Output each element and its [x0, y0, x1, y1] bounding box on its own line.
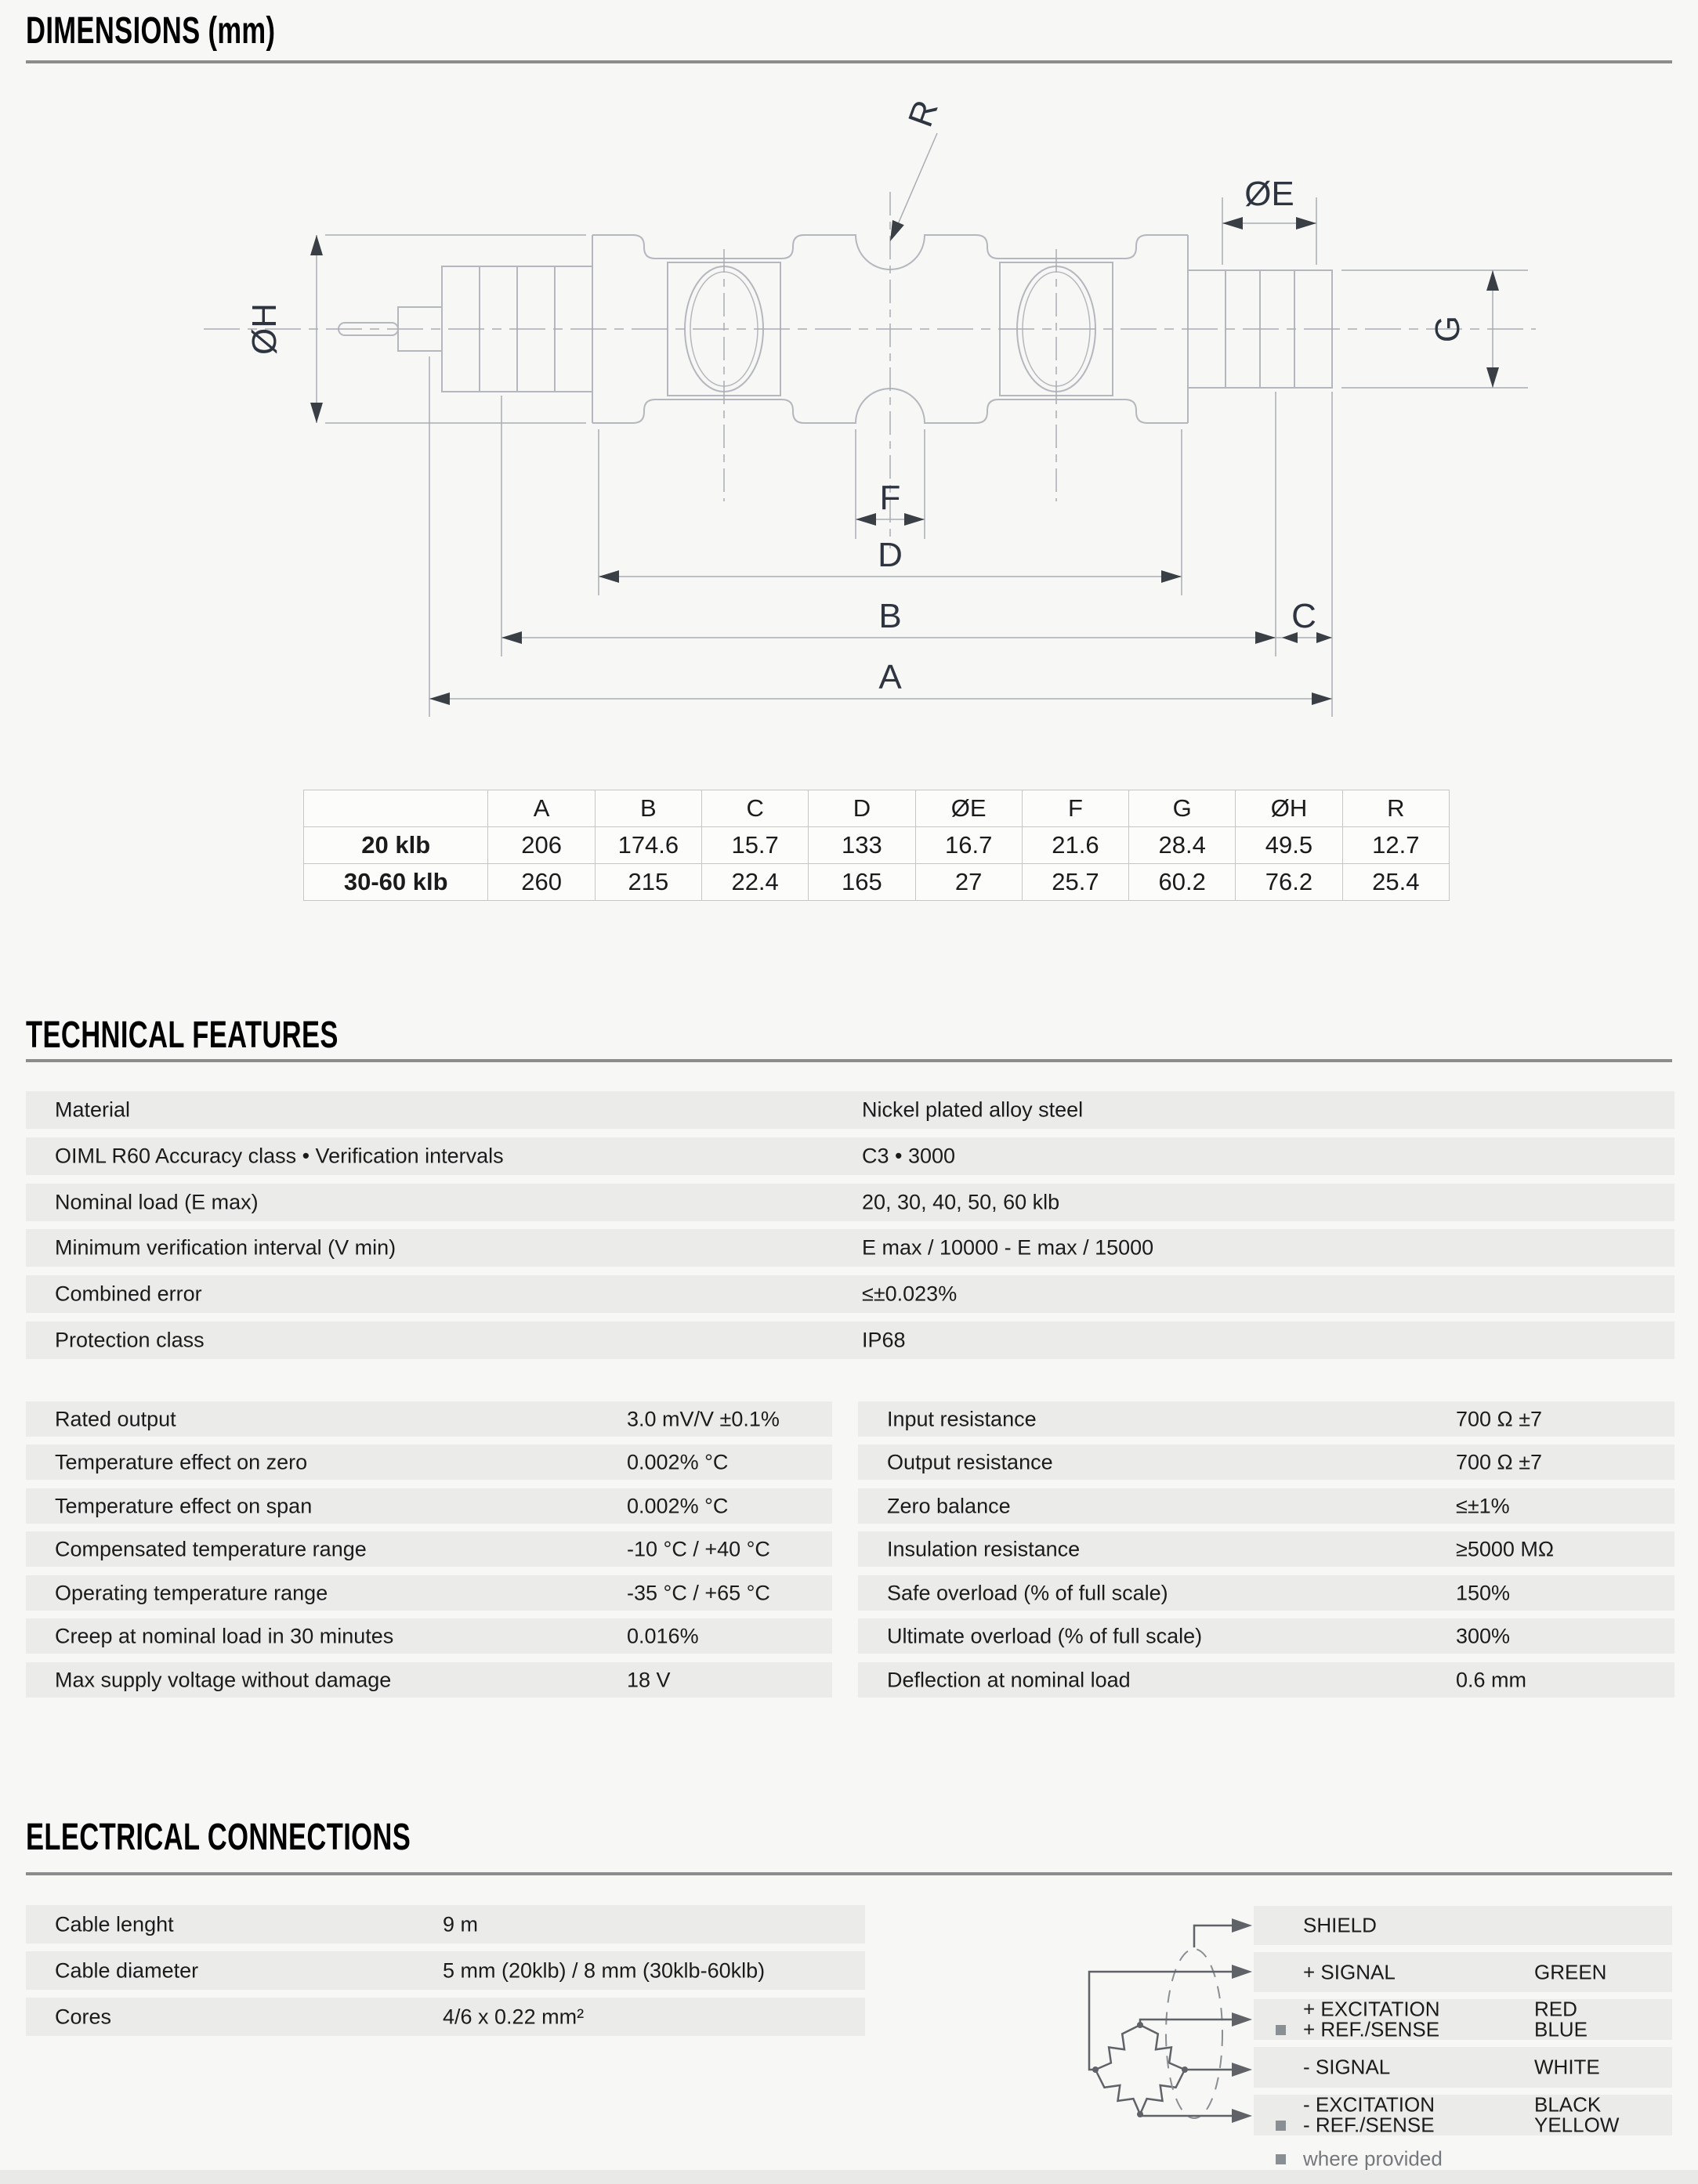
spec-label: Max supply voltage without damage: [55, 1668, 392, 1691]
spec-value: -35 °C / +65 °C: [627, 1581, 770, 1604]
spec-value: ≤±1%: [1456, 1494, 1510, 1517]
spec-row-zero-balance: [858, 1488, 1674, 1524]
spec-label: Safe overload (% of full scale): [887, 1581, 1168, 1604]
section-title-electrical-connections: ELECTRICAL CONNECTIONS: [26, 1817, 411, 1858]
spec-row-combined-error: [26, 1275, 1674, 1313]
dimensions-table: [303, 790, 1450, 901]
dim-cell: 16.7: [915, 827, 1022, 864]
spec-label: Cable diameter: [55, 1958, 199, 1982]
spec-label: Material: [55, 1097, 131, 1122]
technical-rule: [26, 1059, 1672, 1062]
dimension-arrowheads: [310, 217, 1499, 705]
dim-table-row-30-60klb: [304, 864, 1450, 901]
spec-row-temp-span: [26, 1488, 832, 1524]
dim-label-B: B: [878, 597, 902, 635]
spec-value: 150%: [1456, 1581, 1511, 1604]
dim-cell: 260: [488, 864, 595, 901]
bridge-resistors: [1095, 2025, 1185, 2114]
spec-row-input-resistance: [858, 1401, 1674, 1437]
spec-label: Minimum verification interval (V min): [55, 1235, 396, 1260]
spec-label: Ultimate overload (% of full scale): [887, 1624, 1203, 1647]
wire-function: - REF./SENSE: [1303, 2113, 1435, 2137]
wheatstone-bridge-diagram: [1073, 1896, 1262, 2154]
spec-value: 700 Ω ±7: [1456, 1450, 1543, 1473]
page-bottom-strip: [0, 2170, 1698, 2184]
dim-header-cell: D: [809, 790, 915, 827]
spec-label: Temperature effect on zero: [55, 1450, 308, 1473]
dim-cell: 12.7: [1342, 827, 1449, 864]
spec-row-insulation-resistance: [858, 1531, 1674, 1567]
dim-label-R: R: [900, 95, 946, 132]
wiring-row-plus-signal: [1254, 1952, 1672, 1992]
dim-header-cell: R: [1342, 790, 1449, 827]
spec-value: 9 m: [443, 1912, 479, 1936]
dim-header-cell: [304, 790, 488, 827]
dim-label-F: F: [879, 479, 901, 517]
wire-color: WHITE: [1534, 2055, 1600, 2079]
spec-value: 300%: [1456, 1624, 1511, 1647]
dim-cell: 27: [915, 864, 1022, 901]
spec-row-nominal-load: [26, 1184, 1674, 1221]
wire-function: + EXCITATION: [1303, 1997, 1440, 2021]
spec-label: Deflection at nominal load: [887, 1668, 1131, 1691]
dim-header-cell: B: [595, 790, 701, 827]
dim-label-G: G: [1428, 315, 1467, 343]
spec-value: 3.0 mV/V ±0.1%: [627, 1407, 780, 1430]
dim-header-cell: ØE: [915, 790, 1022, 827]
wire-function: - SIGNAL: [1303, 2055, 1391, 2079]
spec-label: Cores: [55, 2005, 112, 2028]
wire-function: + SIGNAL: [1303, 1960, 1396, 1983]
spec-value: Nickel plated alloy steel: [862, 1097, 1084, 1122]
dim-table-row-20klb: [304, 827, 1450, 864]
dim-cell: 76.2: [1236, 864, 1342, 901]
dimension-lines: [204, 133, 1536, 717]
spec-value: ≤±0.023%: [862, 1282, 958, 1306]
dim-label-diam-H: ØH: [245, 303, 284, 355]
electrical-rule: [26, 1872, 1672, 1875]
spec-row-output-resistance: [858, 1445, 1674, 1480]
dim-cell: 174.6: [595, 827, 701, 864]
cable-sheath-ellipse: [1166, 1949, 1222, 2118]
dim-row-label: 30-60 klb: [304, 864, 488, 901]
spec-row-ultimate-overload: [858, 1618, 1674, 1654]
spec-label: Output resistance: [887, 1450, 1053, 1473]
spec-row-accuracy-class: [26, 1137, 1674, 1175]
wire-color: RED: [1534, 1997, 1577, 2021]
dim-cell: 215: [595, 864, 701, 901]
spec-row-material: [26, 1091, 1674, 1129]
wiring-row-plus-excitation: [1254, 1999, 1672, 2040]
dim-label-C: C: [1291, 597, 1316, 635]
spec-value: E max / 10000 - E max / 15000: [862, 1235, 1154, 1260]
spec-label: OIML R60 Accuracy class • Verification intervals: [55, 1144, 504, 1168]
spec-label: Creep at nominal load in 30 minutes: [55, 1624, 394, 1647]
dim-header-cell: F: [1022, 790, 1128, 827]
spec-label: Combined error: [55, 1282, 202, 1306]
spec-label: Rated output: [55, 1407, 176, 1430]
where-provided-bullet: [1276, 2121, 1286, 2131]
spec-label: Insulation resistance: [887, 1537, 1081, 1560]
spec-value: 20, 30, 40, 50, 60 klb: [862, 1190, 1060, 1214]
dim-cell: 22.4: [702, 864, 809, 901]
spec-label: Zero balance: [887, 1494, 1011, 1517]
wire-color: GREEN: [1534, 1960, 1607, 1983]
dim-cell: 25.4: [1342, 864, 1449, 901]
dim-header-cell: ØH: [1236, 790, 1342, 827]
dim-header-cell: A: [488, 790, 595, 827]
spec-value: -10 °C / +40 °C: [627, 1537, 770, 1560]
spec-value: 18 V: [627, 1668, 671, 1691]
dim-cell: 28.4: [1129, 827, 1236, 864]
wire-color: YELLOW: [1534, 2113, 1620, 2137]
spec-label: Operating temperature range: [55, 1581, 328, 1604]
dim-cell: 49.5: [1236, 827, 1342, 864]
wire-color: BLACK: [1534, 2092, 1602, 2117]
spec-row-cores: [26, 1998, 865, 2036]
dim-label-A: A: [878, 658, 902, 696]
spec-row-safe-overload: [858, 1575, 1674, 1611]
spec-row-operating-range: [26, 1575, 832, 1611]
spec-value: 4/6 x 0.22 mm²: [443, 2005, 585, 2028]
spec-label: Cable lenght: [55, 1912, 174, 1936]
wiring-row-shield: [1254, 1906, 1672, 1945]
dim-header-cell: G: [1129, 790, 1236, 827]
dim-label-D: D: [878, 536, 903, 574]
spec-value: 0.6 mm: [1456, 1668, 1527, 1691]
spec-row-rated-output: [26, 1401, 832, 1437]
spec-label: Nominal load (E max): [55, 1190, 259, 1214]
wire-function: - EXCITATION: [1303, 2092, 1436, 2117]
load-cell-technical-drawing: [0, 0, 1698, 776]
dim-header-cell: C: [702, 790, 809, 827]
dim-row-label: 20 klb: [304, 827, 488, 864]
spec-value: 700 Ω ±7: [1456, 1407, 1543, 1430]
dim-cell: 133: [809, 827, 915, 864]
spec-row-protection-class: [26, 1322, 1674, 1359]
dim-cell: 15.7: [702, 827, 809, 864]
spec-row-max-supply: [26, 1662, 832, 1698]
spec-value: 0.002% °C: [627, 1494, 729, 1517]
wire-function: + REF./SENSE: [1303, 2017, 1440, 2041]
wire-function: SHIELD: [1303, 1913, 1377, 1937]
wiring-row-minus-signal: [1254, 2047, 1672, 2088]
spec-value: IP68: [862, 1328, 906, 1352]
section-title-technical-features: TECHNICAL FEATURES: [26, 1014, 339, 1056]
spec-label: Compensated temperature range: [55, 1537, 367, 1560]
spec-row-creep: [26, 1618, 832, 1654]
dim-cell: 165: [809, 864, 915, 901]
where-provided-bullet: [1276, 2154, 1286, 2164]
spec-value: C3 • 3000: [862, 1144, 956, 1168]
section-title-dimensions: DIMENSIONS (mm): [26, 10, 276, 52]
wiring-note-text: where provided: [1303, 2146, 1443, 2171]
spec-value: 5 mm (20klb) / 8 mm (30klb-60klb): [443, 1958, 766, 1982]
dim-label-diam-E: ØE: [1244, 175, 1294, 213]
dim-cell: 60.2: [1129, 864, 1236, 901]
wire-arrowheads: [1232, 1918, 1252, 2123]
bridge-nodes: [1092, 2022, 1188, 2117]
wiring-row-minus-excitation: [1254, 2092, 1672, 2137]
spec-value: ≥5000 MΩ: [1456, 1537, 1555, 1560]
spec-row-compensated-range: [26, 1531, 832, 1567]
dim-cell: 21.6: [1022, 827, 1128, 864]
spec-label: Input resistance: [887, 1407, 1037, 1430]
spec-row-min-verification: [26, 1229, 1674, 1267]
spec-value: 0.016%: [627, 1624, 699, 1647]
spec-row-deflection: [858, 1662, 1674, 1698]
dim-table-header-row: [304, 790, 1450, 827]
where-provided-bullet: [1276, 2025, 1286, 2035]
spec-row-cable-diameter: [26, 1951, 865, 1990]
dim-cell: 25.7: [1022, 864, 1128, 901]
spec-label: Protection class: [55, 1328, 205, 1352]
spec-row-temp-zero: [26, 1445, 832, 1480]
wire-color: BLUE: [1534, 2017, 1588, 2041]
spec-row-cable-length: [26, 1905, 865, 1944]
spec-label: Temperature effect on span: [55, 1494, 313, 1517]
dim-cell: 206: [488, 827, 595, 864]
spec-value: 0.002% °C: [627, 1450, 729, 1473]
